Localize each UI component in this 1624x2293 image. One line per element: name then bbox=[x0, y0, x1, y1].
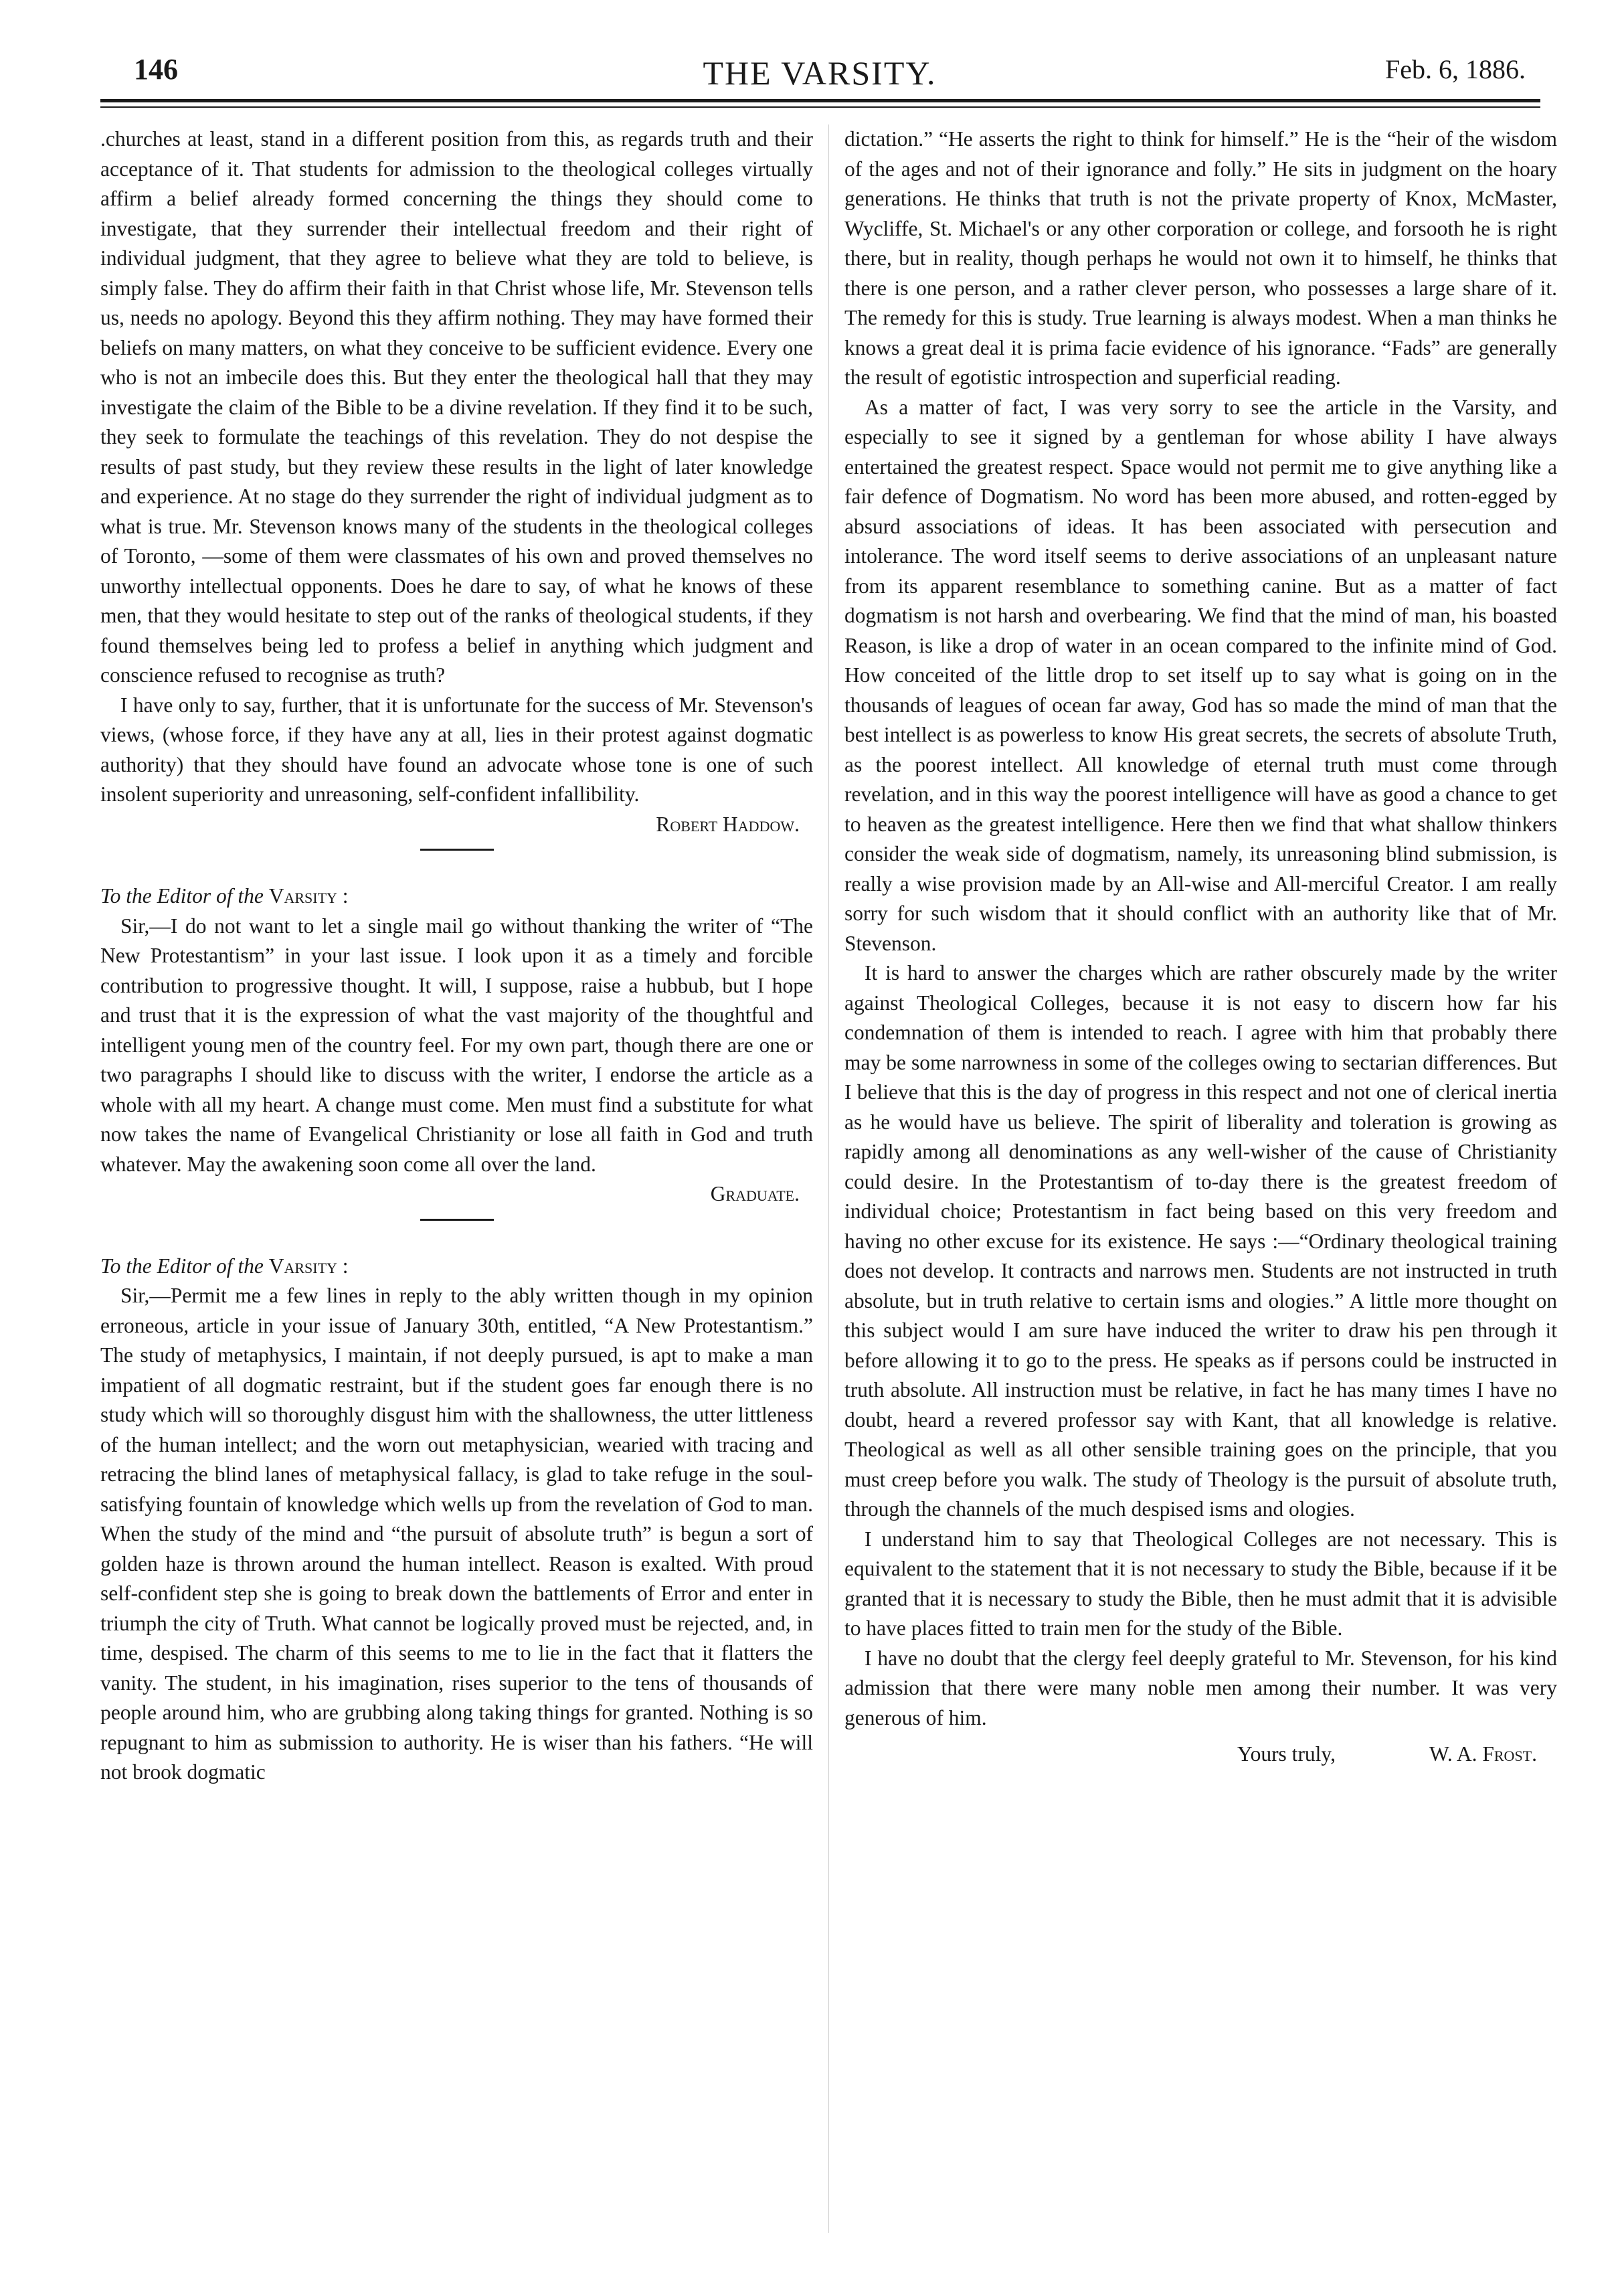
column-divider bbox=[828, 124, 829, 2233]
graduate-letter-paragraph: Sir,—I do not want to let a single mail go without thanking the writer of “The New Protestantism” in your last issue. I look upon it as a timely and forcible contribution to progressive thought. It will, I suppose, raise a hubbub, but I hope and trust that it is the expression of what the vast majority of the thoughtful and intelligent young men of the country feel. For my own part, though there are one or two paragraphs I should like to discuss with the writer, I endorse the article as a whole with all my heart. A change must come. Men must find a substitute for what now takes the name of Evangelical Christianity or lose all faith in God and truth whatever. May the awakening soon come all over the land. bbox=[100, 914, 813, 1176]
left-column bbox=[100, 124, 813, 2239]
frost-letter-paragraph-4: It is hard to answer the charges which are rather obscurely made by the writer against Theological Colleges, because it is not easy to discern how far his condemnation of them is intended to reach. I agree with him that probably there may be some narrowness in some of the colleges owing to sectarian differences. But I believe that this is the day of progress in this respect and not one of clerical inertia as he would have us believe. The spirit of liberality and toleration is growing as rapidly among all denominations as any well-wisher of the cause of Christianity could desire. In the Protestantism of to-day there is the greatest freedom of individual choice; Protestantism in fact being based on this very freedom and having no other excuse for its existence. He says :—“Ordinary theological training does not develop. It contracts and narrows men. Students are not instructed in truth absolute, but in truth relative to certain isms and ologies.” A little more thought on this subject would I am sure have induced the writer to draw his pen through it before allowing it to go to the press. He speaks as if persons could be instructed in truth absolute. All instruction must be relative, in fact he has many times I have no doubt, heard a revered professor say with Kant, that all knowledge is relative. Theological as well as all other sensible training goes on the principle, that you must creep before you walk. The study of Theology is the pursuit of absolute truth, through the channels of the much despised isms and ologies. bbox=[844, 961, 1557, 1521]
page-header bbox=[100, 46, 1539, 99]
address-varsity: Varsity : bbox=[268, 884, 349, 908]
haddow-letter-paragraph-2: I have only to say, further, that it is unfortunate for the success of Mr. Stevenson's views, (whose force, if they have any at all, lies in their protest against dogmatic authority) that they should have found an advocate whose tone is one of such insolent superiority and unreasoning, self-confident infallibility. bbox=[100, 693, 813, 806]
header-rule-thick bbox=[100, 99, 1540, 102]
frost-letter-paragraph-2: dictation.” “He asserts the right to think for himself.” He is the “heir of the wisdom of the ages and not of their ignorance and folly.” He sits in judgment on the hoary generations. He thinks that truth is not the private property of Knox, McMaster, Wycliffe, St. Michael's or any other corporation or college, and forsooth he is right there, but in reality, though perhaps he would not own it to himself, he thinks that there is one person, and a rather clever person, who possesses a large share of it. The remedy for this is study. True learning is always modest. When a man thinks he knows a great deal it is prima facie evidence of his ignorance. “Fads” are generally the result of egotistic introspection and superficial reading. bbox=[844, 127, 1557, 389]
letter-address-1 bbox=[100, 881, 813, 912]
issue-date: Feb. 6, 1886. bbox=[1385, 54, 1526, 84]
closing-yours-truly: Yours truly, bbox=[1237, 1742, 1336, 1766]
address-varsity: Varsity : bbox=[268, 1254, 349, 1278]
signature-frost: W. A. Frost. bbox=[1429, 1742, 1537, 1766]
signature-robert-haddow: Robert Haddow. bbox=[656, 812, 800, 836]
frost-letter-paragraph-3: As a matter of fact, I was very sorry to see the article in the Varsity, and especially to see it signed by a gentleman for whose ability I have always entertained the greatest respect. Space would not permit me to give anything like a fair defence of Dogmatism. No word has been more abused, and rotten-egged by absurd associations of ideas. It has been associated with persecution and intolerance. The word itself seems to derive associations of an unpleasant nature from its apparent resemblance to something canine. But as a matter of fact dogmatism is not harsh and overbearing. We find that the mind of man, his boasted Reason, is like a drop of water in an ocean compared to the infinite mind of God. How conceited of the little drop to set itself up to say what is going on in the thousands of leagues of ocean far away, God has so made the mind of man that the best intellect is as powerless to know His great secrets, the secrets of absolute Truth, as the poorest intellect. All knowledge of eternal truth must come through revelation, and in this way the poorest intelligence will have as good a chance to get to heaven as the greatest intelligence. Here then we find that what shallow thinkers consider the weak side of dogmatism, namely, its unreasoning blind submission, is really a wise provision made by an All-wise and All-merciful Creator. I am really sorry for such wisdom that it should conflict with an authority like that of Mr. Stevenson. bbox=[844, 395, 1557, 955]
header-rule-thin bbox=[100, 106, 1540, 108]
letter-closing bbox=[844, 1739, 1557, 1770]
publication-title: THE VARSITY. bbox=[703, 54, 937, 92]
address-italic: To the Editor of the bbox=[100, 884, 264, 908]
signature-graduate: Graduate. bbox=[710, 1182, 800, 1205]
frost-letter-paragraph-1: Sir,—Permit me a few lines in reply to the ably written though in my opinion erroneous, article in your issue of January 30th, entitled, “A New Protestantism.” The study of metaphysics, I maintain, if not deeply pursued, is apt to make a man impatient of all dogmatic restraint, but if the student goes far enough there is no study which will so thoroughly disgust him with the shallowness, the utter littleness of the human intellect; and the worn out metaphysician, wearied with tracing and retracing the blind lanes of metaphysical fallacy, is glad to take refuge in the soul-satisfying fountain of knowledge which wells up from the revelation of God to man. When the study of the mind and “the pursuit of absolute truth” is begun a sort of golden haze is thrown around the human intellect. Reason is exalted. With proud self-confident step she is going to break down the battlements of Error and enter in triumph the city of Truth. What cannot be logically proved must be rejected, and, in time, despised. The charm of this seems to me to lie in the fact that it flatters the vanity. The student, in his imagination, rises superior to the tens of thousands of people around him, who are grubbing along taking things for granted. Nothing is so repugnant to him as submission to authority. He is wiser than his fathers. “He will not brook dogmatic bbox=[100, 1284, 813, 1784]
frost-letter-paragraph-5: I understand him to say that Theological Colleges are not necessary. This is equivalent to the statement that it is not necessary to study the Bible, because if it be granted that it is necessary to study the Bible, then he must admit that it is advisible to have places fitted to train men for the study of the Bible. bbox=[844, 1527, 1557, 1640]
letter-address-2 bbox=[100, 1252, 813, 1282]
haddow-letter-paragraph-1: .churches at least, stand in a different position from this, as regards truth and their acceptance of it. That students for admission to the theological colleges virtually affirm a belief already formed concerning the things they should come to investigate, that they surrender their intellectual freedom and their right of individual judgment, that they agree to believe what they are told to believe, is simply false. They do affirm their faith in that Christ whose life, Mr. Stevenson tells us, needs no apology. Beyond this they affirm nothing. They may have formed their beliefs on many matters, on what they conceive to be sufficient evidence. Every one who is not an imbecile does this. But they enter the theological hall that they may investigate the claim of the Bible to be a divine revelation. If they find it to be such, they seek to formulate the teachings of this revelation. They do not despise the results of past study, but they review these results in the light of later knowledge and experience. At no stage do they surrender the right of individual judgment as to what is true. Mr. Stevenson knows many of the students in the theological colleges of Toronto, —some of them were classmates of his own and proved themselves no unworthy intellectual opponents. Does he dare to say, of what he knows of these men, that they would hesitate to step out of the ranks of theological students, if they found themselves being led to profess a belief in anything which judgment and conscience refused to recognise as truth? bbox=[100, 127, 813, 687]
frost-letter-paragraph-6: I have no doubt that the clergy feel deeply grateful to Mr. Stevenson, for his kind admission that there were many noble men among their number. It was very generous of him. bbox=[844, 1646, 1557, 1729]
page-number: 146 bbox=[134, 53, 178, 86]
section-separator bbox=[420, 849, 494, 851]
section-separator bbox=[420, 1219, 494, 1221]
right-column bbox=[844, 124, 1557, 2239]
address-italic: To the Editor of the bbox=[100, 1254, 264, 1278]
